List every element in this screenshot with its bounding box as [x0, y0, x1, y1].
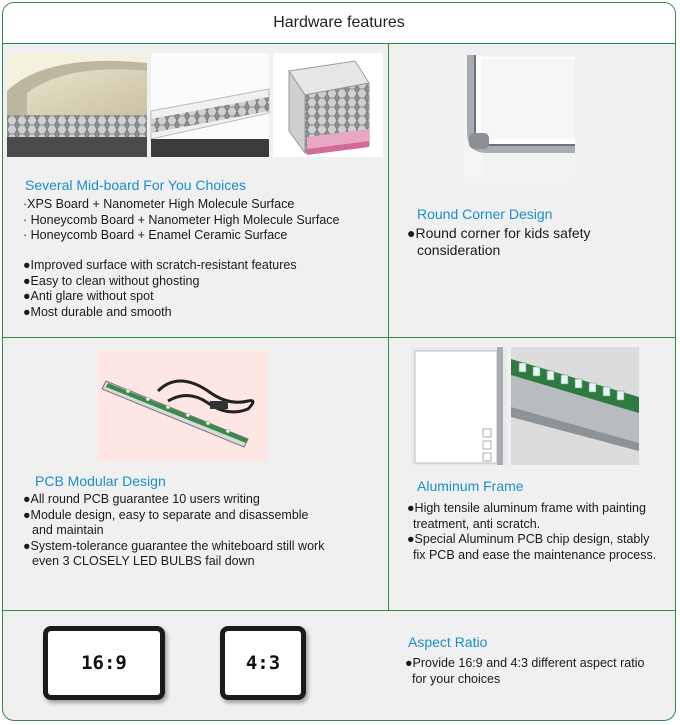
list-item: ●Round corner for kids safety [407, 225, 591, 241]
ratio-4-3-board [220, 626, 306, 700]
list-item: ●High tensile aluminum frame with painting [407, 501, 646, 515]
list-item: ·XPS Board + Nanometer High Molecule Surface [23, 197, 295, 211]
list-item: · Honeycomb Board + Enamel Ceramic Surface [23, 228, 288, 242]
ratio-label: 16:9 [81, 652, 127, 674]
aspect-bullets-list [405, 656, 644, 687]
row-divider-2 [3, 610, 675, 611]
list-item: ●All round PCB guarantee 10 users writing [23, 492, 260, 506]
midboard-heading: Several Mid-board For You Choices [25, 177, 247, 193]
list-item: ●Module design, easy to separate and disassemble [23, 507, 309, 522]
list-item: ●Easy to clean without ghosting [23, 273, 200, 288]
midboard-options-list [23, 197, 339, 244]
pcb-heading: PCB Modular Design [35, 473, 166, 489]
list-item: ●Provide 16:9 and 4:3 different aspect ratio [405, 656, 645, 670]
list-item: ●Improved surface with scratch-resistant features [23, 258, 297, 272]
list-item: ●Most durable and smooth [23, 304, 172, 319]
aluminum-heading: Aluminum Frame [417, 478, 524, 494]
list-item: for your choices [412, 671, 501, 686]
ratio-label: 4:3 [245, 652, 281, 674]
round-corner-bullets-list [407, 225, 591, 259]
list-item: and maintain [32, 523, 104, 537]
midboard-samples-image [7, 53, 383, 157]
list-item: ●System-tolerance guarantee the whiteboard still work [23, 538, 325, 553]
list-item: consideration [417, 242, 501, 258]
page-title: Hardware features [273, 14, 405, 31]
aluminum-bullets-list [407, 501, 656, 563]
column-divider [388, 43, 389, 610]
list-item: treatment, anti scratch. [413, 516, 541, 531]
list-item: ●Special Aluminum PCB chip design, stably [407, 532, 650, 546]
list-item: fix PCB and ease the maintenance process. [413, 547, 657, 562]
round-corner-heading: Round Corner Design [417, 206, 553, 222]
pcb-module-image [98, 351, 268, 461]
aspect-heading: Aspect Ratio [408, 634, 488, 650]
ratio-16-9-board [43, 626, 165, 700]
pcb-bullets-list [23, 492, 324, 570]
round-corner-image [463, 55, 575, 183]
list-item: · Honeycomb Board + Nanometer High Molecule Surface [23, 212, 340, 227]
features-panel [2, 2, 676, 721]
row-divider-1 [3, 337, 675, 338]
page-title-box [3, 3, 675, 44]
aluminum-frame-image [411, 347, 639, 465]
list-item: ●Anti glare without spot [23, 289, 154, 303]
list-item: even 3 CLOSELY LED BULBS fail down [32, 554, 255, 568]
midboard-bullets-list [23, 258, 297, 320]
